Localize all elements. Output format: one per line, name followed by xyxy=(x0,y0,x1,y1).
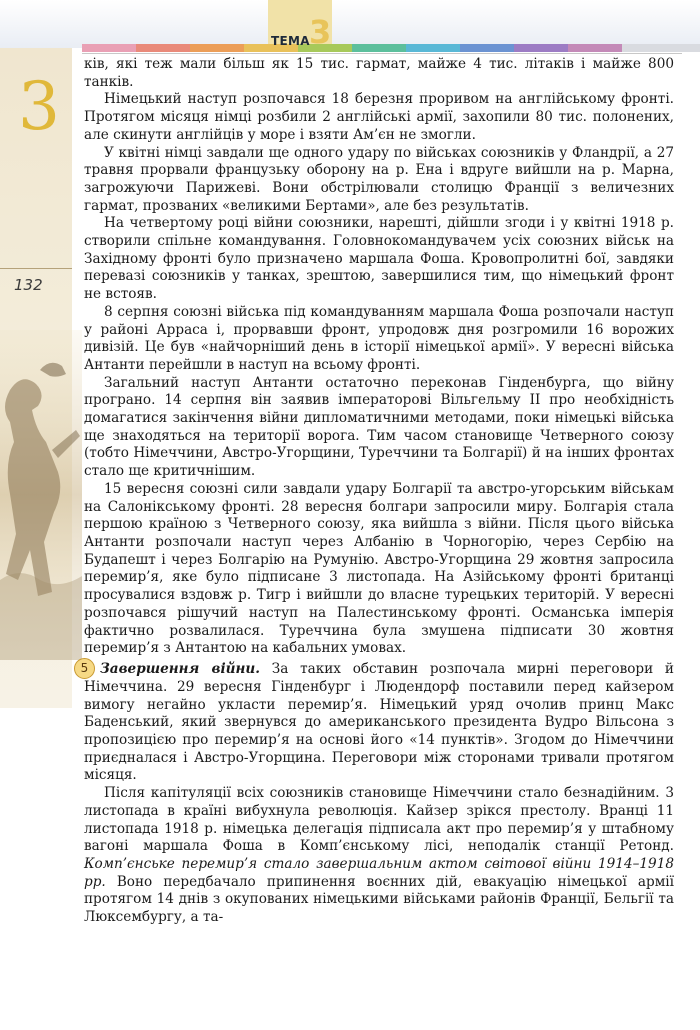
section-text: За таких обставин розпочала мирні переговори й Німеччина. 29 вересня Гінденбург і Людендорф поставили перед кайзером вимогу негайно укласти перемир’я. Німецький уряд очолив принц Макс Баденський, який звернувся до американського президента Вудро Вільсона з пропозицією про перемир’я на основі його «14 пунктів». Згодом до Німеччини приєдналася і Австро-Угорщина. Переговори між сторонами тривали протягом місяця. xyxy=(84,660,674,784)
color-strip-segment xyxy=(568,44,622,52)
paragraph-text: Після капітуляції всіх союзників становище Німеччини стало безнадійним. 3 листопада в країні вибухнула революція. Кайзер зрікся престолу. Вранці 11 листопада 1918 р. німецька делегація підписала акт про перемир’я у штабному вагоні маршала Фоша в Комп’єнському лісі, неподалік станції Ретонд. xyxy=(84,785,674,855)
page-number: 132 xyxy=(14,276,43,294)
paragraph: Німецький наступ розпочався 18 березня проривом на англійському фронті. Протягом місяця німці розбили 2 англійські армії, захопили 80 тис. полонених, але скинути англійців у море і взяти Ам’єн не змогли. xyxy=(84,91,674,143)
paragraph: 15 вересня союзні сили завдали удару Болгарії та австро-угорським військам на Салонікському фронті. 28 вересня болгари запросили миру. Болгарія стала першою країною з Четверного союзу, яка вийшла з війни. Після цього війська Антанти розпочали наступ через Албанію в Чорногорію, через Сербію на Будапешт і через Болгарію на Румунію. Австро-Угорщина 29 жовтня запросила перемир’я, яке було підписане 3 листопада. На Азійському фронті британці просувалися вздовж р. Тигр і вийшли до власне турецьких територій. У вересні розпочався рішучий наступ на Палестинському фронті. Османська імперія фактично розвалилася. Туреччина була змушена підписати 30 жовтня перемир’я з Антантою на кабальних умовах. xyxy=(84,480,674,657)
soldier-illustration xyxy=(0,330,82,660)
color-strip xyxy=(82,44,622,52)
paragraph-text: Воно передбачало припинення воєнних дій, евакуацію німецької армії протягом 14 днів з окупованих німецькими військами районів Франції, Бельгії та Люксембургу, а та- xyxy=(84,873,674,926)
tema-label: ТЕМА xyxy=(271,34,310,48)
color-strip-segment xyxy=(190,44,244,52)
tema-number: 3 xyxy=(309,13,332,51)
color-strip-segment xyxy=(352,44,406,52)
paragraph: У квітні німці завдали ще одного удару по військах союзників у Фландрії, а 27 травня прорвали французьку оборону на р. Ена і вдруге вийшли на р. Марна, загрожуючи Парижеві. Вони обстрілювали столицю Франції з величезних гармат, прозваних «великими Бертами», але без результатів. xyxy=(84,144,674,214)
color-strip-segment xyxy=(460,44,514,52)
header-band xyxy=(0,0,700,51)
color-strip-segment xyxy=(514,44,568,52)
main-text xyxy=(80,56,674,927)
paragraph: 8 серпня союзні війська під командуванням маршала Фоша розпочали наступ у районі Арраса і, прорвавши фронт, упродовж дня розгромили 16 ворожих дивізій. Це був «найчорніший день в історії німецької армії». У вересні війська Антанти перейшли в наступ на всьому фронті. xyxy=(84,303,674,373)
emphasis-text: Комп’єнське перемир’я стало завершальним актом світової війни 1914–1918 рр. xyxy=(84,855,674,890)
section-5-paragraph xyxy=(80,658,674,785)
paragraph xyxy=(84,785,674,927)
page-number-rule xyxy=(0,268,72,269)
section-number-badge: 5 xyxy=(74,658,95,679)
paragraph: Загальний наступ Антанти остаточно переконав Гінденбурга, що війну програно. 14 серпня він заявив імператорові Вільгельму II про необхідність домагатися закінчення війни дипломатичними методами, поки німецькі війська ще знаходяться на території ворога. Тим часом становище Четверного союзу (тобто Німеччини, Австро-Угорщини, Туреччини та Болгарії) й на інших фронтах стало ще критичнішим. xyxy=(84,374,674,480)
color-strip-segment xyxy=(406,44,460,52)
color-strip-end xyxy=(622,44,700,52)
paragraph: ків, які теж мали більш як 15 тис. гармат, майже 4 тис. літаків і майже 800 танків. xyxy=(84,56,674,90)
section-title: Завершення війни. xyxy=(100,660,261,677)
paragraph: На четвертому році війни союзники, нарешті, дійшли згоди і у квітні 1918 р. створили спільне командування. Головнокомандувачем усіх союзних військ на Західному фронті було призначено маршала Фоша. Кровопролитні бої, завдяки перевазі союзників у танках, зрештою, завершилися тим, що німецький фронт не встояв. xyxy=(84,215,674,303)
chapter-number: 3 xyxy=(18,68,60,145)
header-rule xyxy=(82,53,682,54)
color-strip-segment xyxy=(82,44,136,52)
color-strip-segment xyxy=(136,44,190,52)
